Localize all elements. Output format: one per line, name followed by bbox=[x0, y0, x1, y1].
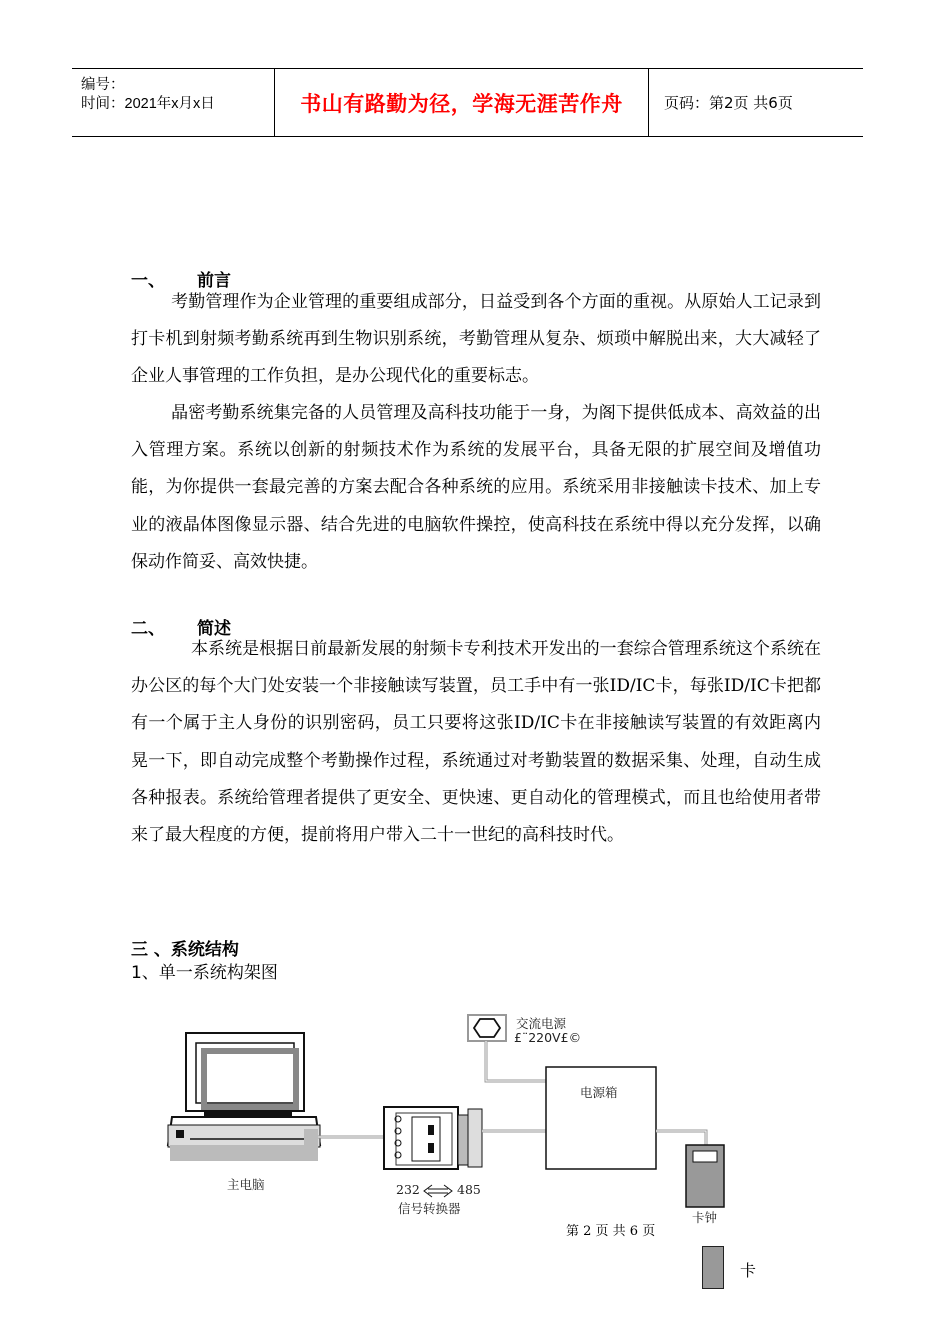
diagram-drawing bbox=[0, 1005, 950, 1305]
ac-power-voltage: £¨220V£© bbox=[514, 1030, 582, 1045]
header-motto: 书山有路勤为径，学海无涯苦作舟 bbox=[275, 69, 649, 136]
computer-icon bbox=[168, 1033, 320, 1161]
section-number: 一、 bbox=[131, 271, 165, 291]
subsection-title: 1、单一系统构架图 bbox=[131, 963, 278, 983]
converter-label: 信号转换器 bbox=[398, 1201, 461, 1216]
section-number: 三 bbox=[131, 940, 148, 960]
bidirectional-arrow-icon bbox=[424, 1185, 452, 1197]
system-architecture-diagram bbox=[0, 1005, 950, 1305]
paragraph bbox=[131, 395, 821, 581]
section-title: 、系统结构 bbox=[153, 940, 239, 960]
paragraph-text: 本系统是根据日前最新发展的射频卡专利技术开发出的一套综合管理系统这个系统在办公区的每个大门处安装一个非接触读写装置，员工手中有一张ID/IC卡，每张ID/IC卡把都有一个属于主人身份的识别密码，员工只要将这张ID/IC卡在非接触读写装置的有效距离内晃一下，即自动完成整个考勤操作过程，系统通过对考勤装置的数据采集、处理，自动生成各种报表。系统给管理者提供了更安全、更快速、更自动化的管理模式，而且也给使用者带来了最大程度的方便，提前将用户带入二十一世纪的高科技时代。 bbox=[131, 639, 821, 846]
power-box-label: 电源箱 bbox=[580, 1085, 618, 1100]
signal-converter-icon bbox=[384, 1107, 482, 1169]
power-plug-icon bbox=[468, 1015, 506, 1041]
paragraph bbox=[131, 631, 821, 854]
converter-code-left: 232 bbox=[396, 1182, 420, 1197]
number-label: 编号： bbox=[81, 77, 125, 93]
clock-label: 卡钟 bbox=[692, 1210, 718, 1225]
card-clock-icon bbox=[686, 1145, 724, 1207]
card-icon bbox=[702, 1246, 724, 1289]
ac-power-label: 交流电源 bbox=[516, 1016, 567, 1031]
section-heading-3 bbox=[131, 935, 239, 960]
page-footer: 第 2 页 共 6 页 bbox=[566, 1224, 656, 1239]
main-pc-label: 主电脑 bbox=[227, 1177, 265, 1192]
section-title: 前言 bbox=[197, 271, 231, 291]
header-meta-cell bbox=[72, 69, 275, 136]
paragraph-text: 考勤管理作为企业管理的重要组成部分，日益受到各个方面的重视。从原始人工记录到打卡机到射频考勤系统再到生物识别系统，考勤管理从复杂、烦琐中解脱出来，大大减轻了企业人事管理的工作负担，是办公现代化的重要标志。 bbox=[131, 292, 821, 387]
paragraph-text: 晶密考勤系统集完备的人员管理及高科技功能于一身，为阁下提供低成本、高效益的出入管理方案。系统以创新的射频技术作为系统的发展平台，具备无限的扩展空间及增值功能，为你提供一套最完善的方案去配合各种系统的应用。系统采用非接触读卡技术、加上专业的液晶体图像显示器、结合先进的电脑软件操控，使高科技在系统中得以充分发挥，以确保动作简妥、高效快捷。 bbox=[131, 403, 821, 572]
page-header bbox=[72, 68, 863, 137]
section-title: 简述 bbox=[197, 619, 231, 639]
paragraph bbox=[131, 284, 821, 396]
header-page-number bbox=[658, 69, 863, 136]
time-label: 时间：2021年x月x日 bbox=[81, 96, 215, 112]
page-number-label: 页码：第2页 共6页 bbox=[664, 94, 793, 112]
converter-code-right: 485 bbox=[457, 1182, 481, 1197]
section-number: 二、 bbox=[131, 619, 165, 639]
card-label: 卡 bbox=[740, 1261, 757, 1280]
